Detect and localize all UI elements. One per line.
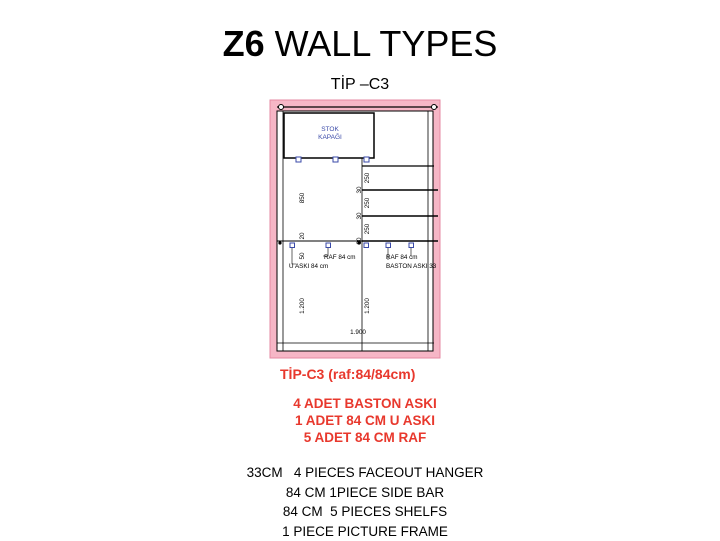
stock-cover-label-1: STOK: [321, 126, 339, 133]
dim-50: 50: [299, 252, 306, 260]
turkish-list-item: 4 ADET BASTON ASKI: [265, 395, 465, 412]
turkish-list-item: 1 ADET 84 CM U ASKI: [265, 412, 465, 429]
dim-30: 30: [356, 212, 363, 220]
dim-1200-left: 1.200: [299, 298, 306, 314]
english-list-item: 1 PIECE PICTURE FRAME: [200, 522, 530, 541]
u-bar-end: [278, 241, 281, 244]
dim-850: 850: [299, 192, 306, 203]
dim-30: 30: [356, 237, 363, 245]
bracket-marker: [386, 243, 391, 248]
title-prefix: Z6: [223, 23, 265, 64]
turkish-parts-list: [265, 395, 465, 446]
label-baston-aski: BASTON ASKI 33: [386, 263, 437, 270]
english-list-item: 84 CM 5 PIECES SHELFS: [200, 502, 530, 522]
bracket-marker: [364, 243, 369, 248]
dim-250: 250: [364, 223, 371, 234]
turkish-list-item: 5 ADET 84 CM RAF: [265, 429, 465, 446]
title-main: WALL TYPES: [275, 23, 498, 64]
english-list-item: 33CM 4 PIECES FACEOUT HANGER: [200, 463, 530, 483]
label-raf-left: RAF 84 cm: [324, 254, 356, 261]
dim-250: 250: [364, 197, 371, 208]
rail-end-left: [279, 105, 284, 110]
bracket-marker: [290, 243, 295, 248]
english-parts-list: [200, 463, 530, 541]
page-subtitle: TİP –C3: [0, 76, 720, 94]
dim-250: 250: [364, 172, 371, 183]
dim-20: 20: [299, 232, 306, 240]
wall-elevation-drawing: [268, 98, 448, 364]
bracket-marker: [364, 157, 369, 162]
bracket-marker: [326, 243, 331, 248]
bracket-marker: [409, 243, 414, 248]
label-u-aski: U ASKI 84 cm: [289, 263, 328, 270]
stock-cover-label-2: KAPAĞI: [318, 132, 342, 141]
rail-end-right: [432, 105, 437, 110]
dim-30: 30: [356, 186, 363, 194]
bracket-marker: [296, 157, 301, 162]
dim-1200-right: 1.200: [364, 298, 371, 314]
english-list-item: 84 CM 1PIECE SIDE BAR: [200, 483, 530, 503]
type-caption: TİP-C3 (raf:84/84cm): [280, 366, 415, 382]
page-title: [0, 20, 720, 68]
dim-1900: 1.900: [350, 329, 366, 336]
bracket-marker: [333, 157, 338, 162]
label-raf-right: RAF 84 cm: [386, 254, 418, 261]
